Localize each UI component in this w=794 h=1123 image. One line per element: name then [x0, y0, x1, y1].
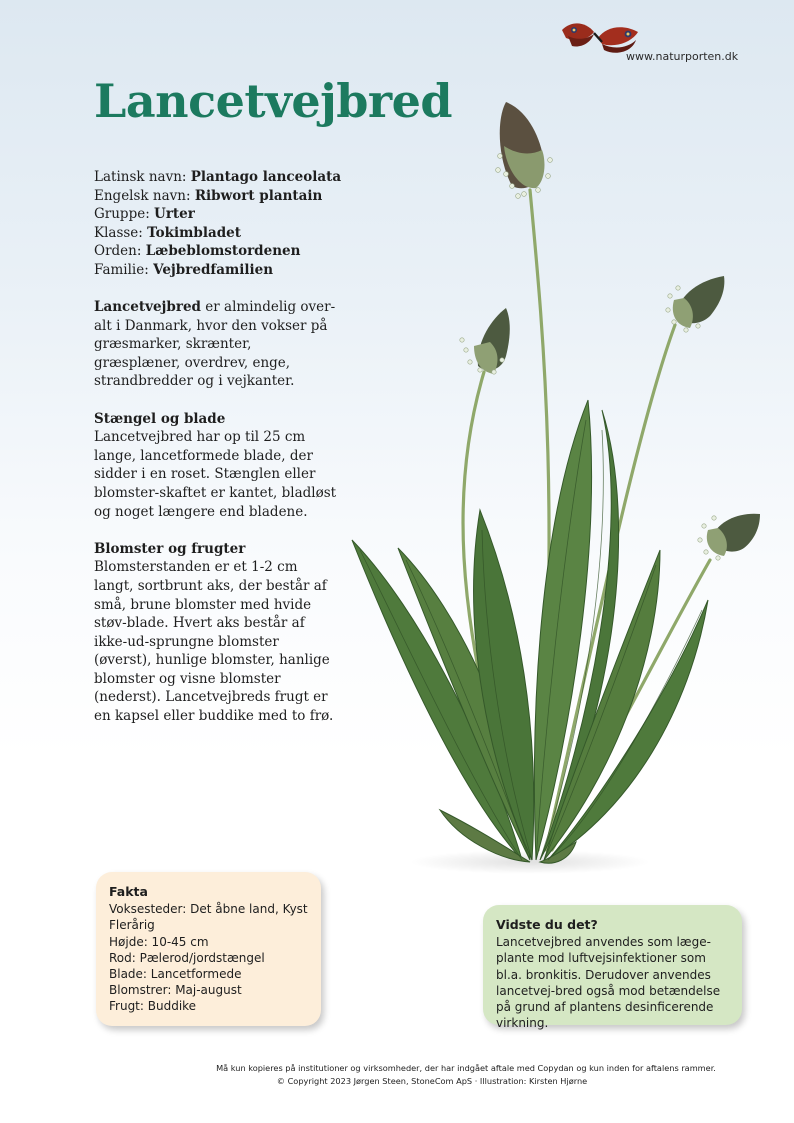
section-text: Blomsterstanden er et 1-2 cm langt, sortbrunt aks, der består af små, brune blomster med hvide støv-blade. Hvert aks består af ikke-ud-sprungne blomster (øverst), hunlige blomster, hanlige blomster og visne blomster (nederst). Lancetvejbreds frugt er en kapsel eller buddike med to frø.	[94, 559, 334, 725]
fakta-title: Fakta	[109, 884, 148, 899]
section-text: Lancetvejbred har op til 25 cm lange, lancetformede blade, der sidder i en roset. Stænglen eller blomster-skaftet er kantet, bladløst og noget længere end bladene.	[94, 429, 337, 520]
info-value: Urter	[154, 206, 195, 223]
info-order	[94, 242, 344, 261]
fakta-box	[96, 872, 321, 1026]
info-value: Tokimbladet	[147, 224, 241, 241]
info-value: Vejbredfamilien	[153, 261, 274, 278]
plantain-plant-illustration	[340, 90, 770, 880]
info-label: Klasse:	[94, 224, 148, 241]
did-you-know-text: Lancetvejbred anvendes som læge-plante mod luftvejsinfektioner som bl.a. bronkitis. Derudover anvendes lancetvej-bred også mod betændelse på grund af plantens desinficerende virkning.	[496, 935, 721, 1031]
info-value: Læbeblomstordenen	[145, 243, 301, 260]
article-body	[94, 298, 339, 744]
info-latin-name	[94, 168, 344, 187]
did-you-know-box	[483, 905, 742, 1031]
footer-license: Må kun kopieres på institutioner og virksomheder, der har indgået aftale med Copydan og kun inden for aftalens rammer.	[216, 1063, 716, 1073]
info-label: Latinsk navn:	[94, 169, 191, 185]
info-value: Ribwort plantain	[194, 187, 323, 204]
section-stem-leaves	[94, 410, 339, 522]
footer-copyright: © Copyright 2023 Jørgen Steen, StoneCom ApS · Illustration: Kirsten Hjørne	[276, 1076, 588, 1086]
info-label: Orden:	[94, 243, 146, 260]
fakta-line: Frugt: Buddike	[109, 999, 197, 1014]
intro-bold: Lancetvejbred	[94, 299, 201, 315]
species-info	[94, 168, 344, 280]
flower-spike-right	[666, 276, 725, 332]
info-label: Familie:	[94, 261, 154, 278]
fakta-line: Rod: Pælerod/jordstængel	[109, 950, 265, 965]
page-title: Lancetvejbred	[94, 74, 453, 128]
flower-spike-top	[496, 102, 553, 198]
fakta-line: Blomstrer: Maj-august	[109, 983, 242, 998]
fakta-line: Højde: 10-45 cm	[109, 934, 209, 949]
info-label: Gruppe:	[94, 206, 155, 223]
fakta-line: Flerårig	[109, 918, 155, 933]
info-class	[94, 224, 344, 243]
section-heading: Stængel og blade	[94, 410, 226, 427]
did-you-know-title: Vidste du det?	[496, 917, 598, 932]
site-url[interactable]: www.naturporten.dk	[626, 50, 739, 63]
intro-paragraph	[94, 298, 339, 391]
fakta-line: Blade: Lancetformede	[109, 967, 242, 982]
flower-spike-left	[460, 308, 510, 374]
info-family	[94, 261, 344, 280]
copyright-footer	[0, 1062, 794, 1088]
info-label: Engelsk navn:	[94, 187, 195, 204]
section-heading: Blomster og frugter	[94, 540, 246, 557]
info-value: Plantago lanceolata	[190, 169, 342, 185]
info-english-name	[94, 187, 344, 206]
flower-spike-lower-right	[698, 514, 760, 561]
fakta-line: Voksesteder: Det åbne land, Kyst	[109, 902, 308, 917]
info-group	[94, 205, 344, 224]
section-flowers-fruits	[94, 540, 339, 726]
intro-text: er almindelig over-alt i Danmark, hvor den vokser på græsmarker, skrænter, græsplæner, overdrev, enge, strandbredder og i vejkanter.	[94, 299, 336, 390]
